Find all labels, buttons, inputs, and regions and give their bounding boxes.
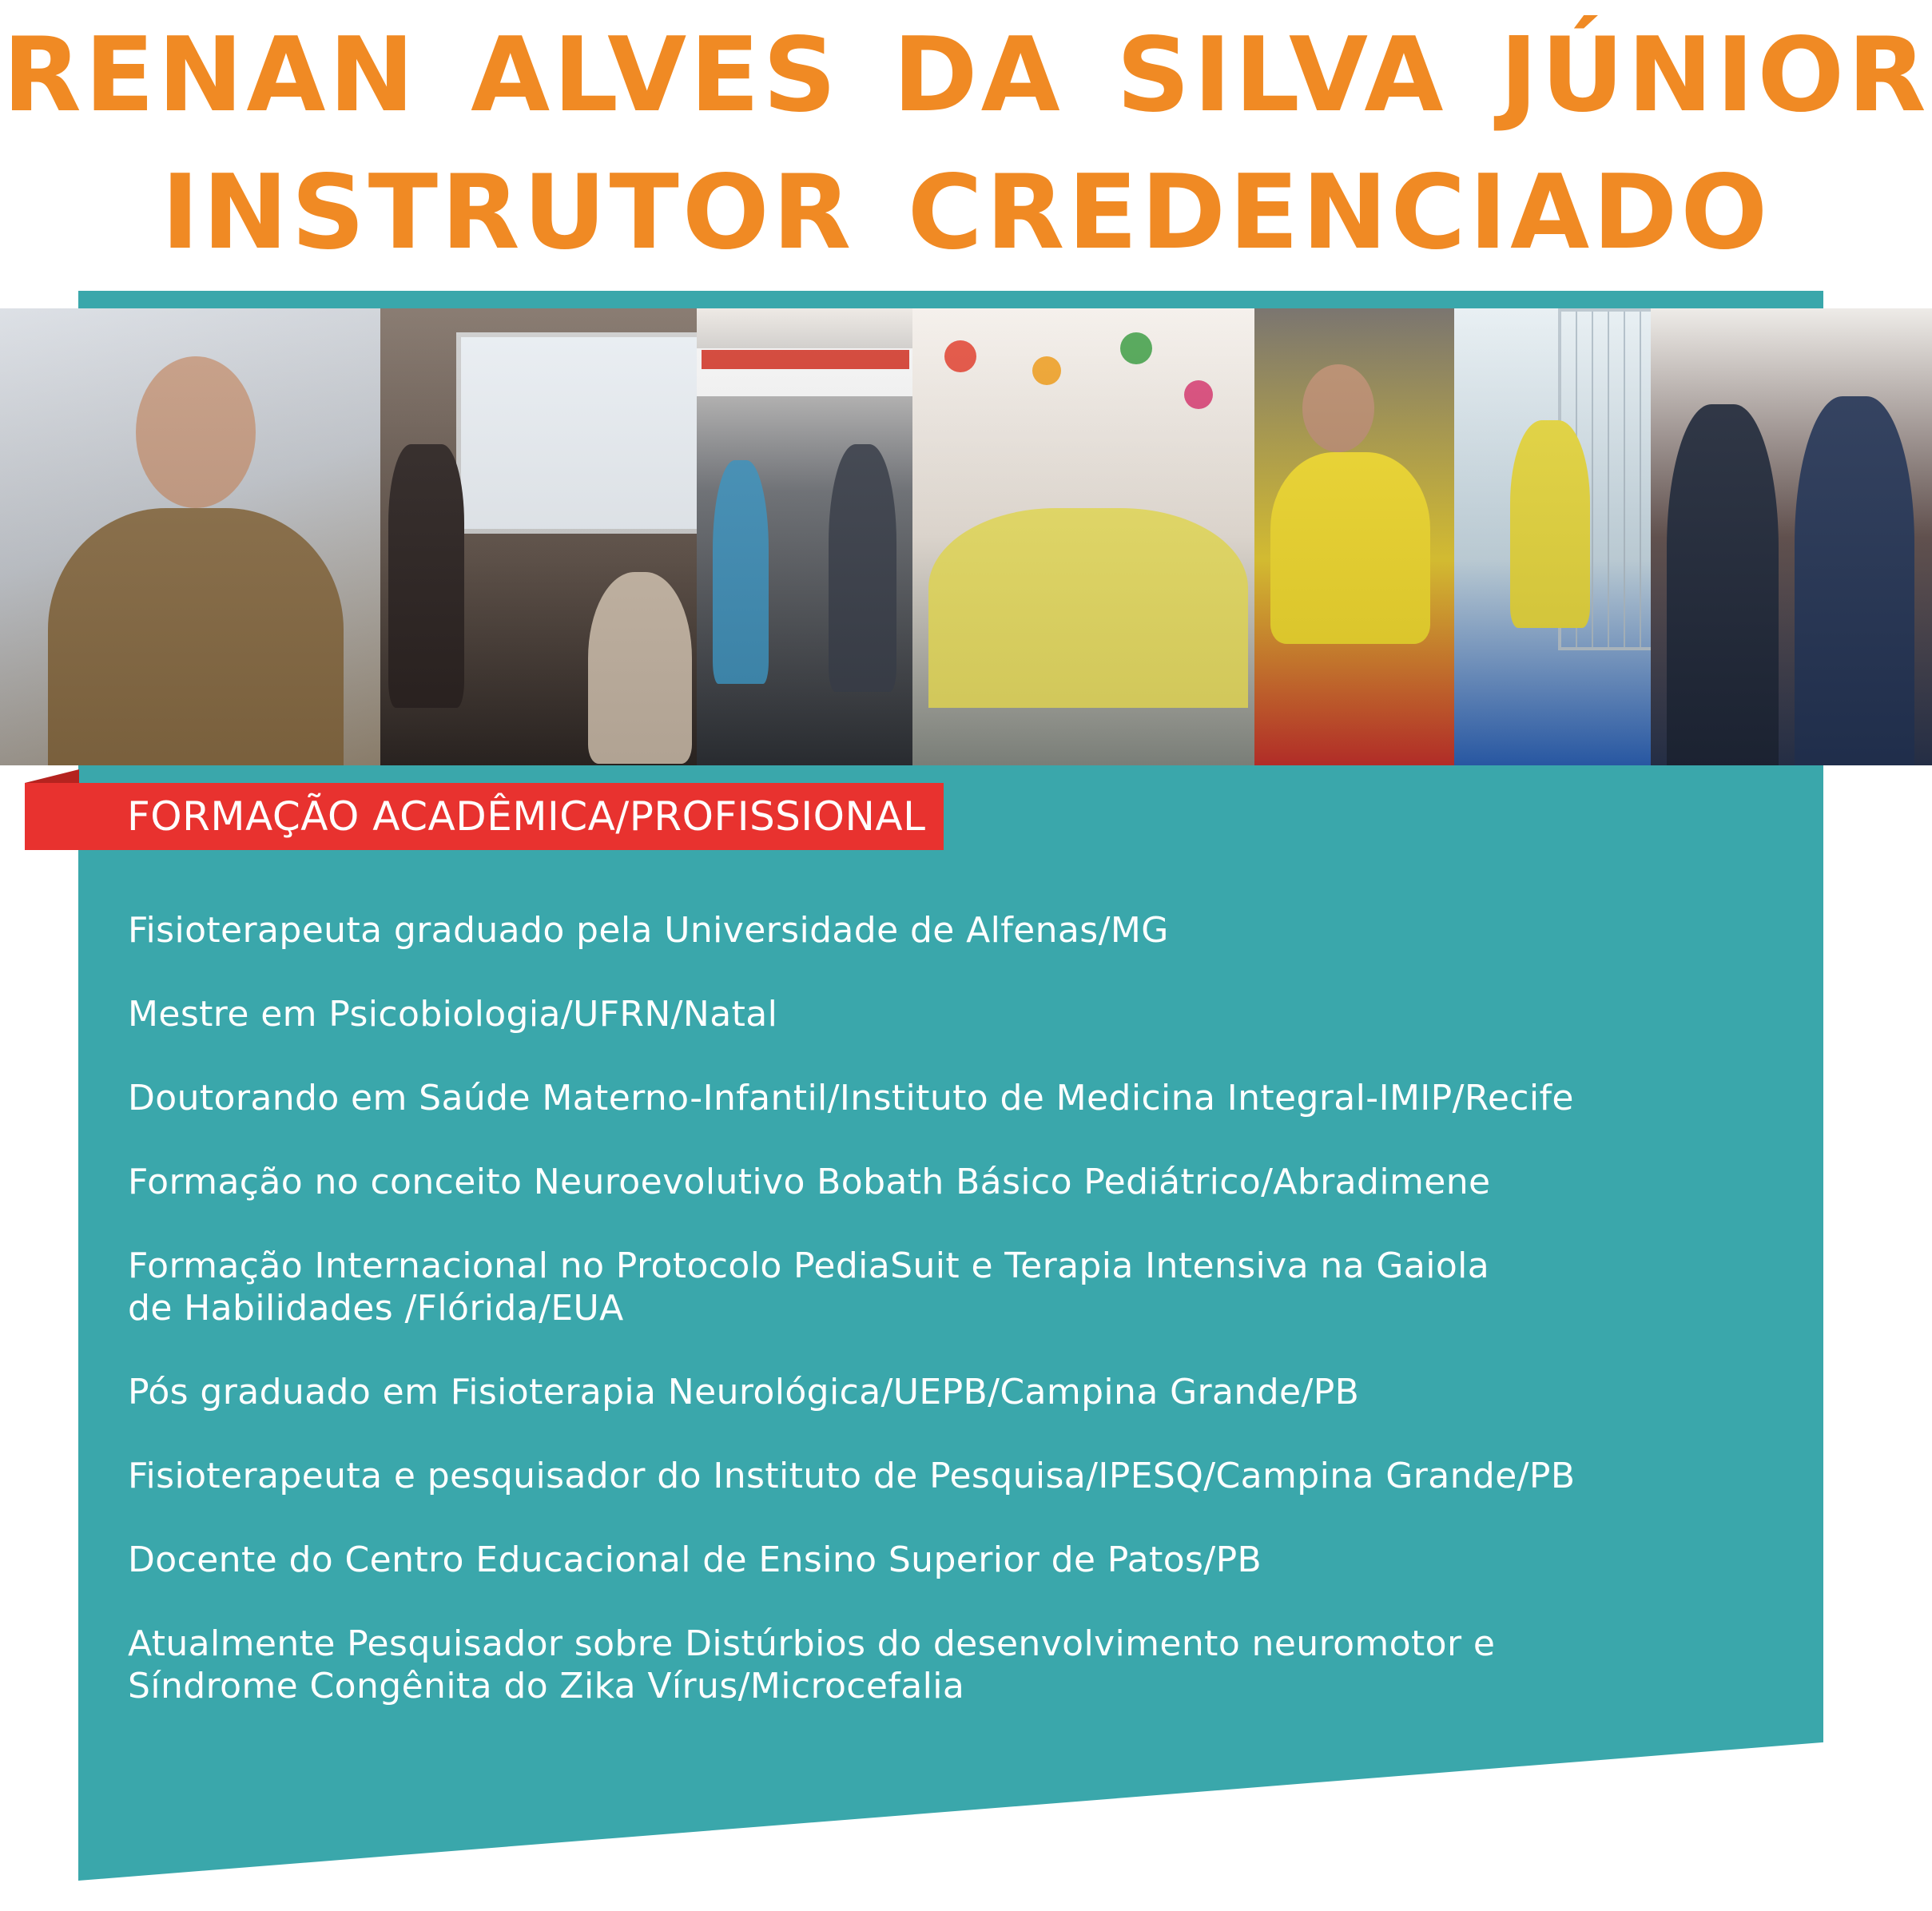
qualification-item	[128, 909, 1798, 952]
qualification-line: de Habilidades /Flórida/EUA	[128, 1288, 624, 1329]
qualification-item	[128, 1455, 1798, 1497]
qualification-line: Doutorando em Saúde Materno-Infantil/Instituto de Medicina Integral-IMIP/Recife	[128, 1078, 1574, 1118]
two-men-photo	[1651, 308, 1932, 765]
weston-health-park-photo	[697, 308, 912, 765]
portrait-photo	[0, 308, 380, 765]
qualification-line: Pós graduado em Fisioterapia Neurológica/UEPB/Campina Grande/PB	[128, 1372, 1360, 1412]
qualification-line: Docente do Centro Educacional de Ensino Superior de Patos/PB	[128, 1540, 1262, 1580]
qualification-item	[128, 1623, 1798, 1707]
qualification-line: Fisioterapeuta e pesquisador do Instituto de Pesquisa/IPESQ/Campina Grande/PB	[128, 1456, 1576, 1496]
photo-strip	[0, 308, 1932, 765]
red-tab-fold	[25, 769, 79, 783]
qualification-item	[128, 1245, 1798, 1329]
qualification-item	[128, 1077, 1798, 1119]
therapy-cage-photo	[1454, 308, 1651, 765]
qualification-line: Formação no conceito Neuroevolutivo Bobath Básico Pediátrico/Abradimene	[128, 1162, 1491, 1202]
therapy-child-photo	[1254, 308, 1454, 765]
qualification-line: Mestre em Psicobiologia/UFRN/Natal	[128, 994, 778, 1035]
lecture-photo	[380, 308, 697, 765]
qualification-line: Fisioterapeuta graduado pela Universidade de Alfenas/MG	[128, 910, 1169, 951]
qualification-line: Síndrome Congênita do Zika Vírus/Microcefalia	[128, 1666, 965, 1706]
qualification-item	[128, 993, 1798, 1035]
qualification-item	[128, 1539, 1798, 1581]
qualification-line: Atualmente Pesquisador sobre Distúrbios do desenvolvimento neuromotor e	[128, 1623, 1496, 1664]
qualification-line: Formação Internacional no Protocolo PediaSuit e Terapia Intensiva na Gaiola	[128, 1246, 1490, 1286]
title-name: RENAN ALVES DA SILVA JÚNIOR	[2, 16, 1930, 135]
title-role: INSTRUTOR CREDENCIADO	[161, 153, 1771, 272]
handprint-wall-group-photo	[912, 308, 1254, 765]
qualification-item	[128, 1161, 1798, 1203]
section-tab	[25, 783, 944, 850]
qualification-item	[128, 1371, 1798, 1413]
section-title: FORMAÇÃO ACADÊMICA/PROFISSIONAL	[127, 793, 926, 840]
qualifications-list	[128, 909, 1798, 1749]
